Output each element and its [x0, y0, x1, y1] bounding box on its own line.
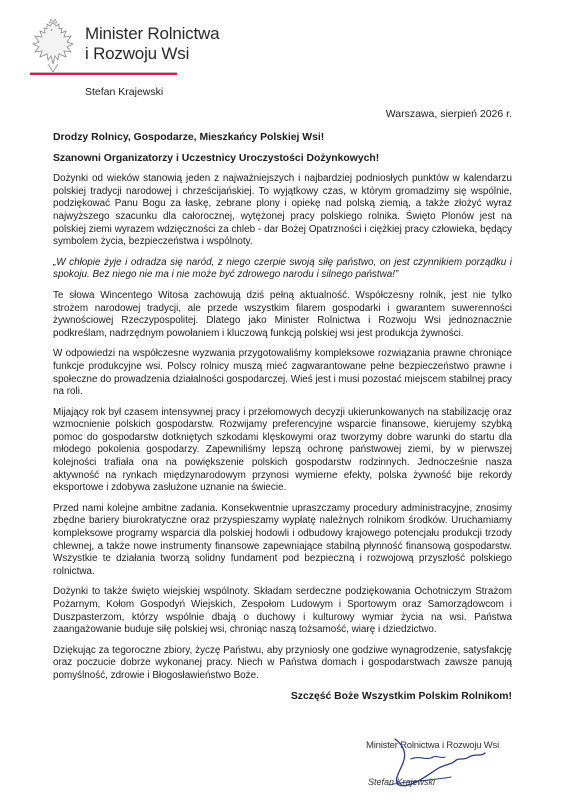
minister-name: Stefan Krajewski: [85, 86, 164, 98]
paragraph-wishes: Dziękując za tegoroczne zbiory, życzę Państwu, aby przyniosły one godziwe wynagrodzenie, satysfakcję oraz poczucie dobrze wykonanej pracy. Niech w Państwa domach i gospodarstwach zawsze panują pomyślność, zdrowie i Błogosławieństwo Boże.: [53, 644, 512, 681]
ministry-title: [85, 24, 219, 64]
paragraph-past-year: Mijający rok był czasem intensywnej pracy i przełomowych decyzji ukierunkowanych na stabilizację oraz wzmocnienie polskich gospodarstw. Rozwijamy preferencyjne wsparcie finansowe, kierujemy szybką pomoc do gospodarstw dotkniętych szkodami klęskowymi oraz tworzymy dobre warunki do startu dla młodego pokolenia gospodarzy. Zapewniliśmy lepszą ochronę państwowej ziemi, by w pierwszej kolejności trafiała ona na powiększenie polskich gospodarstw rodzinnych. Jednocześnie nasza aktywność na rynkach międzynarodowym przynosi wymierne efekty, polska żywność bije rekordy eksportowe i zdobywa zasłużone uznanie na świecie.: [53, 406, 512, 494]
letter-body: [53, 132, 512, 711]
signature-name: Stefan Krajewski: [367, 777, 435, 787]
ministry-title-line2: i Rozwoju Wsi: [85, 44, 190, 63]
closing-line: Szczęść Boże Wszystkim Polskim Rolnikom!: [290, 690, 512, 702]
paragraph-challenges: W odpowiedzi na współczesne wyzwania przygotowaliśmy kompleksowe rozwiązania prawne chroniące funkcje produkcyjne wsi. Polscy rolnicy muszą mieć zagwarantowane pełne bezpieczeństwo prawne i społeczne do prowadzenia działalności gospodarczej. Wieś jest i musi pozostać miejscem stabilnej pracy na roli.: [53, 348, 512, 398]
quote-witos: „W chłopie żyje i odradza się naród, z niego czerpie swoją siłę państwo, on jest czynnikiem porządku i spokoju. Bez niego nie ma i nie może być zdrowego narodu i silnego państwa!”: [53, 256, 512, 281]
flag-bar: [30, 72, 177, 75]
place-date: Warszawa, sierpień 2026 r.: [385, 108, 512, 120]
ministry-title-line1: Minister Rolnictwa: [85, 24, 220, 43]
signature-block: [333, 735, 513, 791]
greeting-organizers: Szanowni Organizatorzy i Uczestnicy Uroczystości Dożynkowych!: [53, 152, 380, 164]
eagle-emblem-icon: [30, 18, 76, 76]
signature-title: Minister Rolnictwa i Rozwoju Wsi: [366, 740, 499, 751]
paragraph-witos: Te słowa Wincentego Witosa zachowują dziś pełną aktualność. Współczesny rolnik, jest nie tylko strożem narodowej tradycji, ale przede wszystkim filarem gospodarki i gwarantem suwerenności żywnościowej Rzeczypospolitej. Dlatego jako Minister Rolnictwa i Rozwoju Wsi jednoznacznie podkreślam, nadrzędnym powołaniem i kluczową funkcją polskiej wsi jest produkcja żywności.: [53, 289, 512, 339]
greeting-farmers: Drodzy Rolnicy, Gospodarze, Mieszkańcy Polskiej Wsi!: [53, 132, 325, 143]
paragraph-community: Dożynki to także święto wiejskiej wspólnoty. Składam serdeczne podziękowania Ochotniczym Strażom Pożarnym, Kołom Gospodyń Wiejskich, Zespołom Ludowym i Sportowym oraz Samorządowcom i Duszpasterzom, którzy wspólnie dbają o duchowy i kulturowy wymiar życia na wsi. Państwa zaangażowanie buduje siłę polskiej wsi, chroniąc naszą tożsamość, wiarę i dziedzictwo.: [53, 586, 512, 636]
paragraph-future-tasks: Przed nami kolejne ambitne zadania. Konsekwentnie upraszczamy procedury administracyjne, znosimy zbędne bariery biurokratyczne oraz przyspieszamy wypłatę należnych rolnikom środków. Uruchamiamy kompleksowe programy wsparcia dla polskiej hodowli i odbudowy krajowego potencjału produkcji trzody chlewnej, a także nowe instrumenty finansowe zapewniające stabilną płynność finansową gospodarstw. Wszystkie te działania tworzą solidny fundament pod bezpieczną i rozwojową przyszłość polskiego rolnictwa.: [53, 502, 512, 577]
paragraph-intro: Dożynki od wieków stanowią jeden z najważniejszych i najbardziej podniosłych punktów w kalendarzu polskiej tradycji narodowej i chrześcijańskiej. To wyjątkowy czas, w którym gromadzimy się wspólnie, podziękować Panu Bogu za łaskę, zebrane plony i opiekę nad polską ziemią, a także złożyć wyraz najwyższego szacunku dla całorocznej, wytężonej pracy polskiego rolnika. Święto Plonów jest na polskiej ziemi wyrazem wdzięczności za chleb - dar Bożej Opatrzności i ciężkiej pracy człowieka, będący symbolem życia, bezpieczeństwa i wspólnoty.: [53, 173, 512, 248]
